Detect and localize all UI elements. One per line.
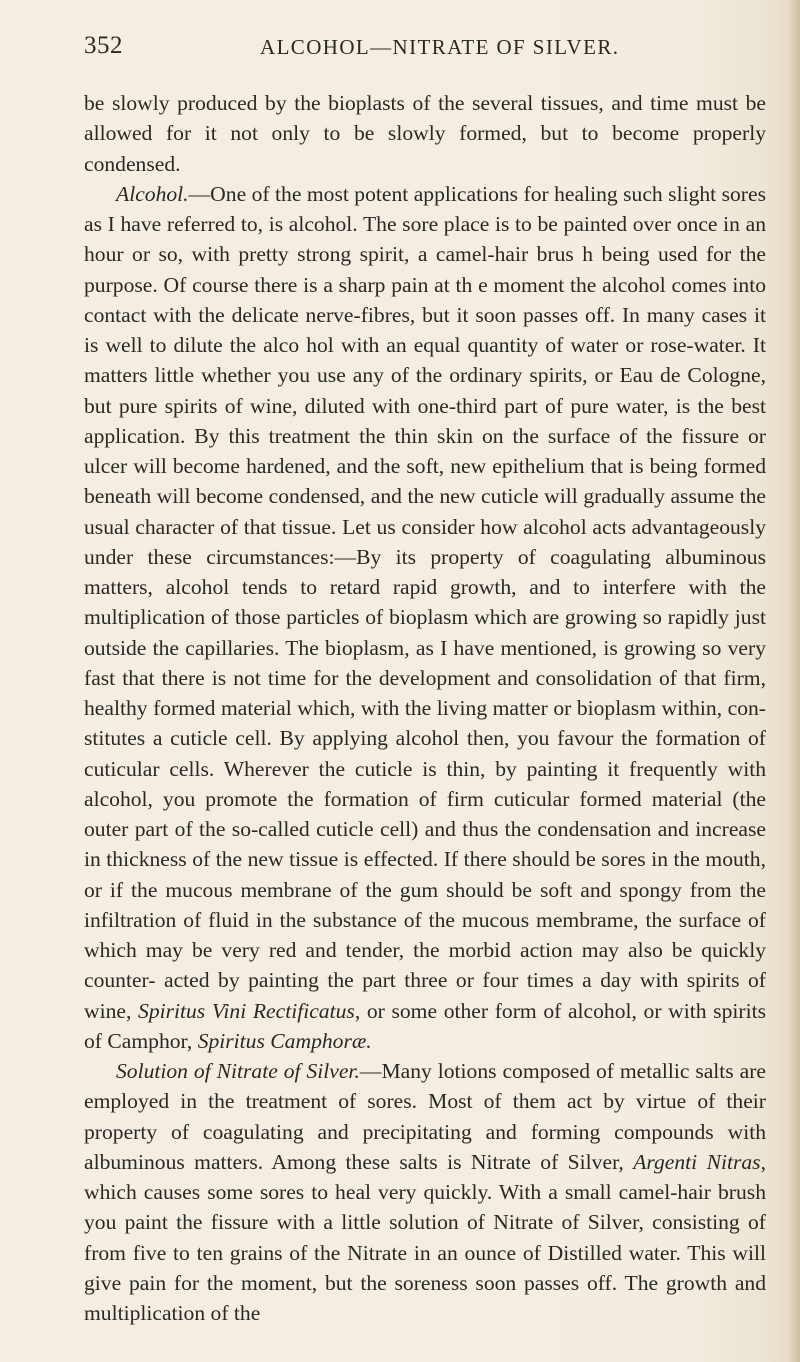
latin-term: Argenti Nitras (633, 1149, 761, 1174)
text-run: , which causes some sores to heal very quickly. With a small camel-hair brush you paint the fissure with a little solution of Nitrate of Silver, consisting of from five to ten grains of the Nitrate in an ounce of Distilled water. This will give pain for the moment, but the soreness soon passes off. The growth and multiplication of the (84, 1149, 766, 1325)
paragraph-alcohol (84, 179, 766, 1056)
page-header (84, 32, 724, 68)
body-text (84, 88, 766, 1328)
text-run: —Many lotions composed of metallic salts are employed in the treatment of sores. Most of them act by virtue of their property of coagulating and precipitating and forming compounds with albuminous matters. Among these salts is Nitrate of Silver, (84, 1059, 766, 1174)
page-edge-shadow (786, 0, 800, 1362)
latin-term: Spiritus Camphoræ. (197, 1028, 372, 1053)
running-head: ALCOHOL—NITRATE OF SILVER. (260, 35, 620, 59)
text-run: —One of the most potent applications for healing such slight sores as I have referred to, is alcohol. The sore place is to be painted over once in an hour or so, with pretty strong spirit, a camel-hair brus h being used for the purpose. Of course there is a sharp pain at th e moment the alcohol comes into contact with the delicate nerve-fibres, but it soon passes off. In many cases it is well to dilute the alco hol with an equal quantity of water or rose-water. It matters little whether you use any of the ordinary spirits, or Eau de Cologne, but pure spirits of wine, diluted with one-third part of pure water, is the best application. By this treatment the thin skin on the surface of the fissure or ulcer will become hardened, and the soft, new epithelium that is being formed beneath will become condensed, and the new cuticle will gradually assume the usual character of that tissue. Let us consider how alcohol acts advantageously under these circumstances:—By its property of coagulating albuminous matters, alcohol tends to retard rapid growth, and to interfere with the multiplication of those particles of bioplasm which are growing so rapidly just outside the capillaries. The bioplasm, as I have mentioned, is growing so very fast that there is not time for the development and consolidation of that firm, healthy formed material which, with the living matter or bioplasm within, con- stitutes a cuticle cell. By applying alcohol then, you favour the formation of cuticular cells. Wherever the cuticle is thin, by painting it frequently with alcohol, you promote the formation of firm cuticular formed material (the outer part of the so-called cuticle cell) and thus the condensation and increase in thickness of the new tissue is effected. If there should be sores in the mouth, or if the mucous membrane of the gum should be soft and spongy from the infiltration of fluid in the substance of the mucous membrame, the surface of which may be very red and tender, the morbid action may also be quickly counter- acted by painting the part three or four times a day with spirits of wine, (84, 181, 766, 1023)
section-heading-nitrate: Solution of Nitrate of Silver. (116, 1059, 360, 1083)
page-number: 352 (84, 32, 123, 59)
section-heading-alcohol: Alcohol. (116, 181, 189, 206)
text-run: , or some other form of alcohol, or with spirits of Camphor, (84, 998, 766, 1053)
paragraph-continuation (84, 88, 766, 179)
latin-term: Spiritus Vini Rectificatus (138, 998, 355, 1023)
paragraph-nitrate-of-silver (84, 1056, 766, 1328)
text-run: be slowly produced by the bioplasts of the several tissues, and time must be allowed for it not only to be slowly formed, but to become properly condensed. (84, 91, 766, 176)
